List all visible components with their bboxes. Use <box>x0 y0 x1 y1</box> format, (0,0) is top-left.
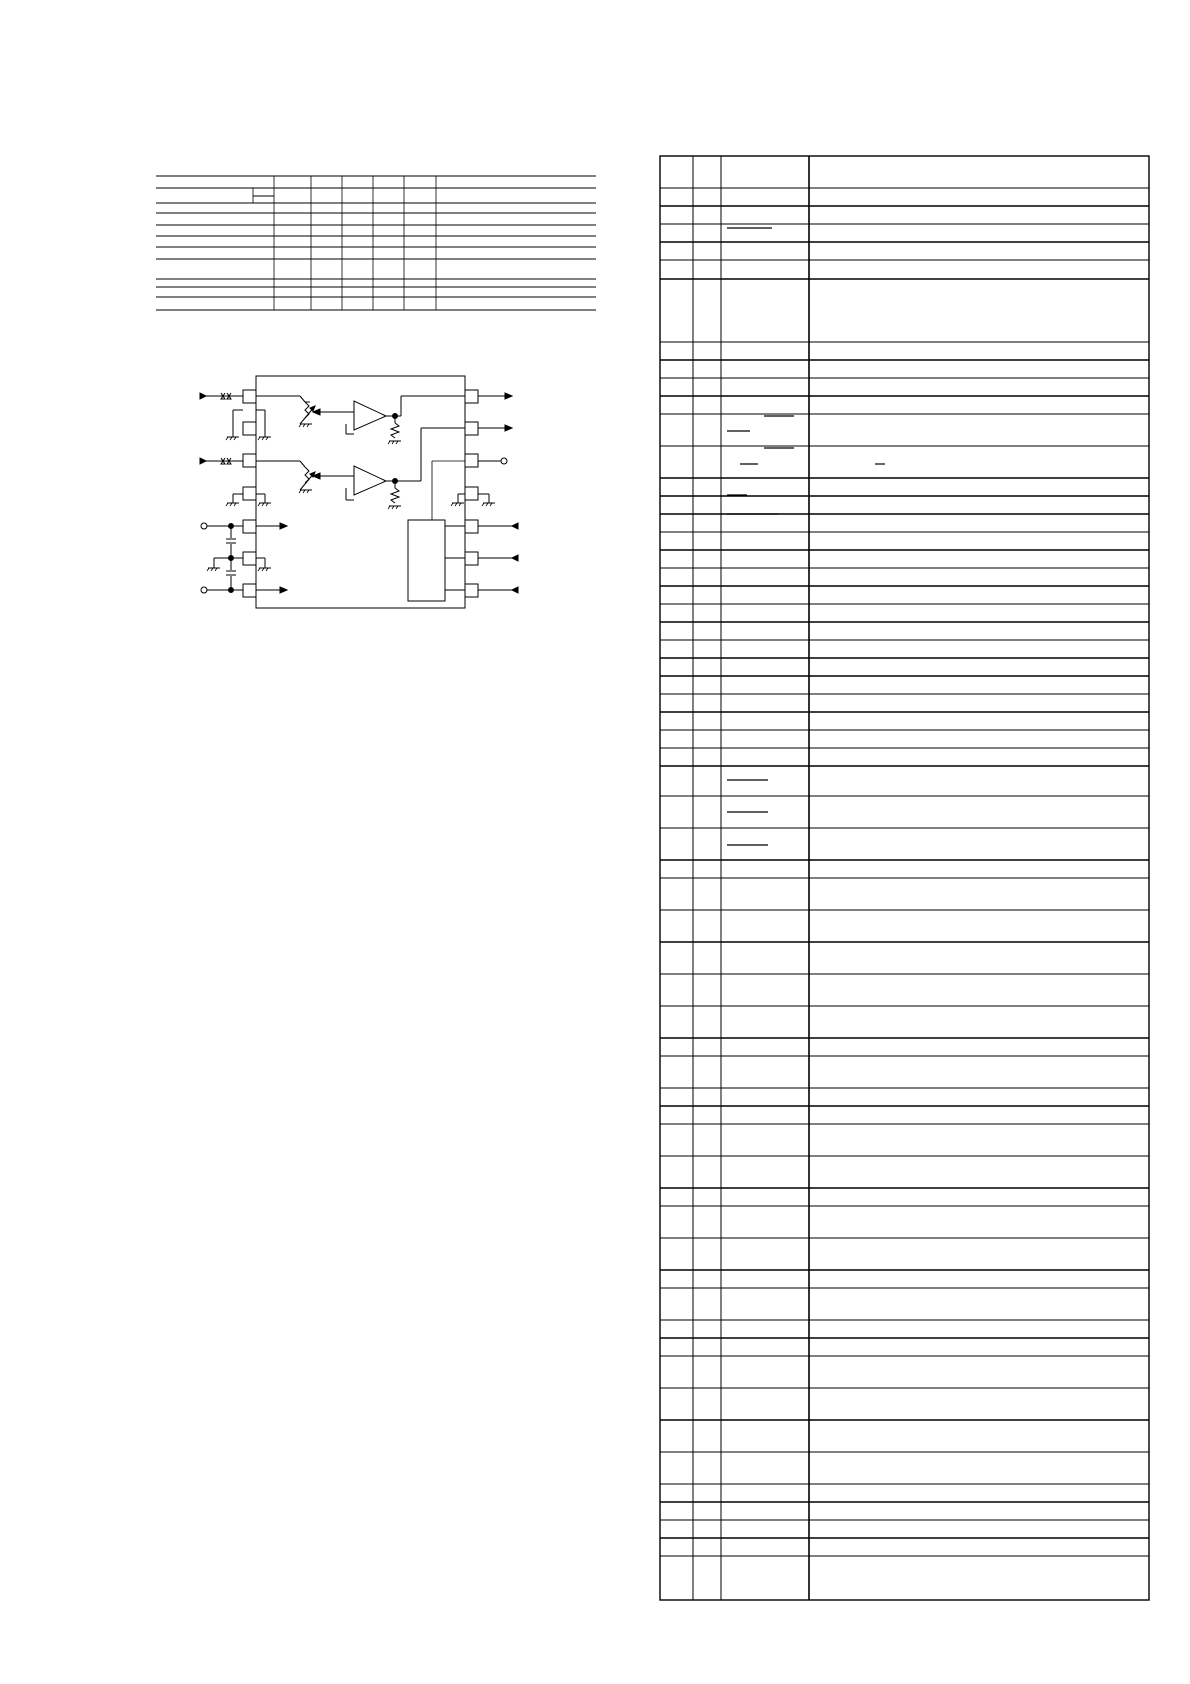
right-pins <box>465 390 478 597</box>
left-pins <box>243 390 256 597</box>
block-diagram <box>200 376 518 608</box>
pin-table <box>660 156 1149 1600</box>
logic-block <box>408 520 445 601</box>
spec-table <box>156 176 596 310</box>
